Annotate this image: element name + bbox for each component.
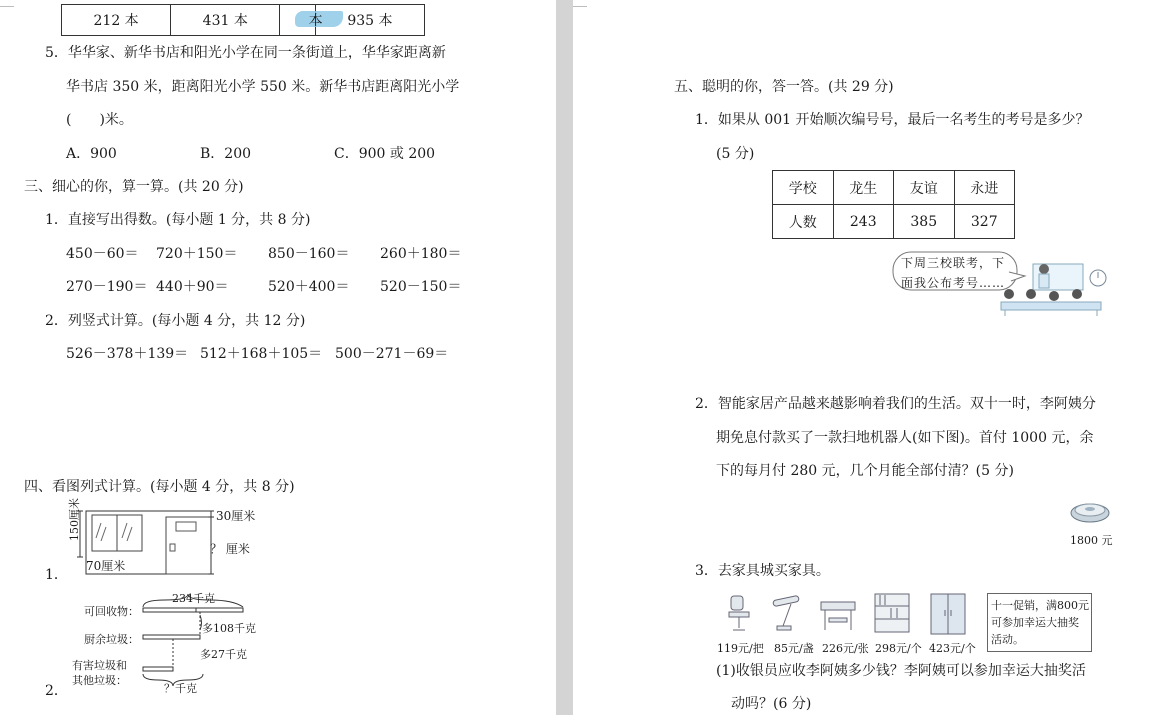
section3-q1-title: 1．直接写出得数。(每小题 1 分，共 8 分) bbox=[45, 212, 311, 228]
table-cell: 243 bbox=[833, 205, 894, 239]
promo-line3: 活动。 bbox=[991, 633, 1024, 646]
q2-line2: 期免息付款买了一款扫地机器人(如下图)。首付 1000 元，余 bbox=[716, 430, 1094, 446]
table-cell: 友谊 bbox=[894, 171, 955, 205]
table-cell: 385 bbox=[894, 205, 955, 239]
height-label: 150厘米 bbox=[68, 498, 81, 541]
hazardous-label-line2: 其他垃圾： bbox=[72, 674, 127, 687]
furniture-row bbox=[723, 592, 983, 636]
q1-line1: 1．如果从 001 开始顺次编号号，最后一名考生的考号是多少？ bbox=[695, 112, 1090, 128]
table-cell: 学校 bbox=[773, 171, 834, 205]
q2-line1: 2．智能家居产品越来越影响着我们的生活。双十一时，李阿姨分 bbox=[695, 396, 1096, 412]
recyclable-label: 可回收物： bbox=[84, 605, 139, 618]
wardrobe-icon bbox=[931, 594, 965, 634]
table-cell: 212 本 bbox=[62, 5, 171, 36]
oral-calc: 850－160＝ bbox=[268, 246, 350, 262]
oral-calc: 260＋180＝ bbox=[380, 246, 462, 262]
unknown-height-label: ？ 厘米 bbox=[210, 542, 250, 556]
section4-title: 四、看图列式计算。(每小题 4 分，共 8 分) bbox=[24, 479, 295, 495]
lamp-price: 85元/盏 bbox=[774, 642, 814, 655]
school-table bbox=[772, 170, 1015, 239]
kitchen-waste-label: 厨余垃圾： bbox=[84, 633, 139, 646]
lamp-icon bbox=[773, 595, 800, 630]
figure2-number: 2． bbox=[45, 683, 68, 699]
table-cell: 431 本 bbox=[171, 5, 280, 36]
chair-price: 119元/把 bbox=[717, 642, 764, 655]
width-label: 70厘米 bbox=[86, 559, 126, 573]
oral-calc: 520＋400＝ bbox=[268, 279, 350, 295]
q2-line3: 下的每月付 280 元，几个月能全部付清？(5 分) bbox=[716, 463, 1014, 479]
table-cell: 永进 bbox=[954, 171, 1015, 205]
teacher-illustration bbox=[891, 250, 1116, 320]
option-a: A．900 bbox=[66, 146, 117, 162]
oral-calc: 520－150＝ bbox=[380, 279, 462, 295]
promo-line2: 可参加幸运大抽奖 bbox=[991, 616, 1079, 629]
garbage-line-figure bbox=[70, 590, 270, 700]
chair-icon bbox=[729, 596, 749, 630]
table-cell: 935 本 bbox=[315, 5, 424, 36]
robot-vacuum-icon bbox=[1069, 498, 1111, 524]
hazardous-label-line1: 有害垃圾和 bbox=[72, 659, 127, 672]
oral-calc: 440＋90＝ bbox=[156, 279, 229, 295]
right-page bbox=[573, 0, 1154, 715]
q3-1-line1: (1)收银员应收李阿姨多少钱？李阿姨可以参加幸运大抽奖活 bbox=[716, 663, 1086, 679]
unknown-kg-label: ？千克 bbox=[164, 682, 197, 695]
figure1-number: 1． bbox=[45, 567, 68, 583]
more-27-label: 多27千克 bbox=[200, 648, 247, 661]
option-b: B．200 bbox=[200, 146, 252, 162]
robot-price: 1800 元 bbox=[1070, 534, 1113, 547]
section3-q2-title: 2．列竖式计算。(每小题 4 分，共 12 分) bbox=[45, 313, 306, 329]
page-gutter bbox=[556, 0, 573, 715]
left-page bbox=[0, 0, 556, 715]
wall-window-figure bbox=[66, 498, 266, 580]
table-cell-text: 本 bbox=[308, 13, 323, 29]
oral-calc: 450－60＝ bbox=[66, 246, 139, 262]
speech-bubble-line1: 下周三校联考，下 bbox=[901, 256, 1006, 270]
q3-1-line2: 动吗？(6 分) bbox=[731, 696, 812, 712]
vertical-calc: 512＋168＋105＝ bbox=[200, 346, 323, 362]
q5-line1: 5．华华家、新华书店和阳光小学在同一条街道上，华华家距离新 bbox=[45, 45, 446, 61]
bookshelf-icon bbox=[875, 594, 909, 632]
table-cell: 327 bbox=[954, 205, 1015, 239]
q5-line3: ( )米。 bbox=[66, 112, 133, 128]
oral-calc: 720＋150＝ bbox=[156, 246, 238, 262]
corner-mark bbox=[0, 6, 14, 15]
desk-icon bbox=[821, 602, 855, 630]
book-count-table bbox=[61, 4, 425, 36]
option-c: C．900 或 200 bbox=[334, 146, 436, 162]
promo-box bbox=[987, 593, 1092, 652]
more-108-label: 多108千克 bbox=[202, 622, 256, 635]
desk-price: 226元/张 bbox=[822, 642, 869, 655]
recyclable-value: 234千克 bbox=[172, 592, 215, 605]
q5-line2: 华书店 350 米，距离阳光小学 550 米。新华书店距离阳光小学 bbox=[66, 79, 460, 95]
table-cell bbox=[280, 5, 323, 36]
oral-calc: 270－190＝ bbox=[66, 279, 148, 295]
wardrobe-price: 423元/个 bbox=[929, 642, 976, 655]
q3-title: 3．去家具城买家具。 bbox=[695, 563, 830, 579]
table-cell: 龙生 bbox=[833, 171, 894, 205]
corner-mark bbox=[573, 6, 587, 15]
section5-title: 五、聪明的你，答一答。(共 29 分) bbox=[674, 79, 894, 95]
promo-line1: 十一促销，满800元 bbox=[991, 599, 1089, 612]
vertical-calc: 526－378＋139＝ bbox=[66, 346, 189, 362]
speech-bubble-line2: 面我公布考号…… bbox=[901, 276, 1006, 290]
bookshelf-price: 298元/个 bbox=[875, 642, 922, 655]
table-cell: 人数 bbox=[773, 205, 834, 239]
top-gap-label: 30厘米 bbox=[216, 509, 256, 523]
vertical-calc: 500－271－69＝ bbox=[335, 346, 449, 362]
section3-title: 三、细心的你，算一算。(共 20 分) bbox=[24, 179, 244, 195]
q1-line2: (5 分) bbox=[716, 146, 755, 162]
